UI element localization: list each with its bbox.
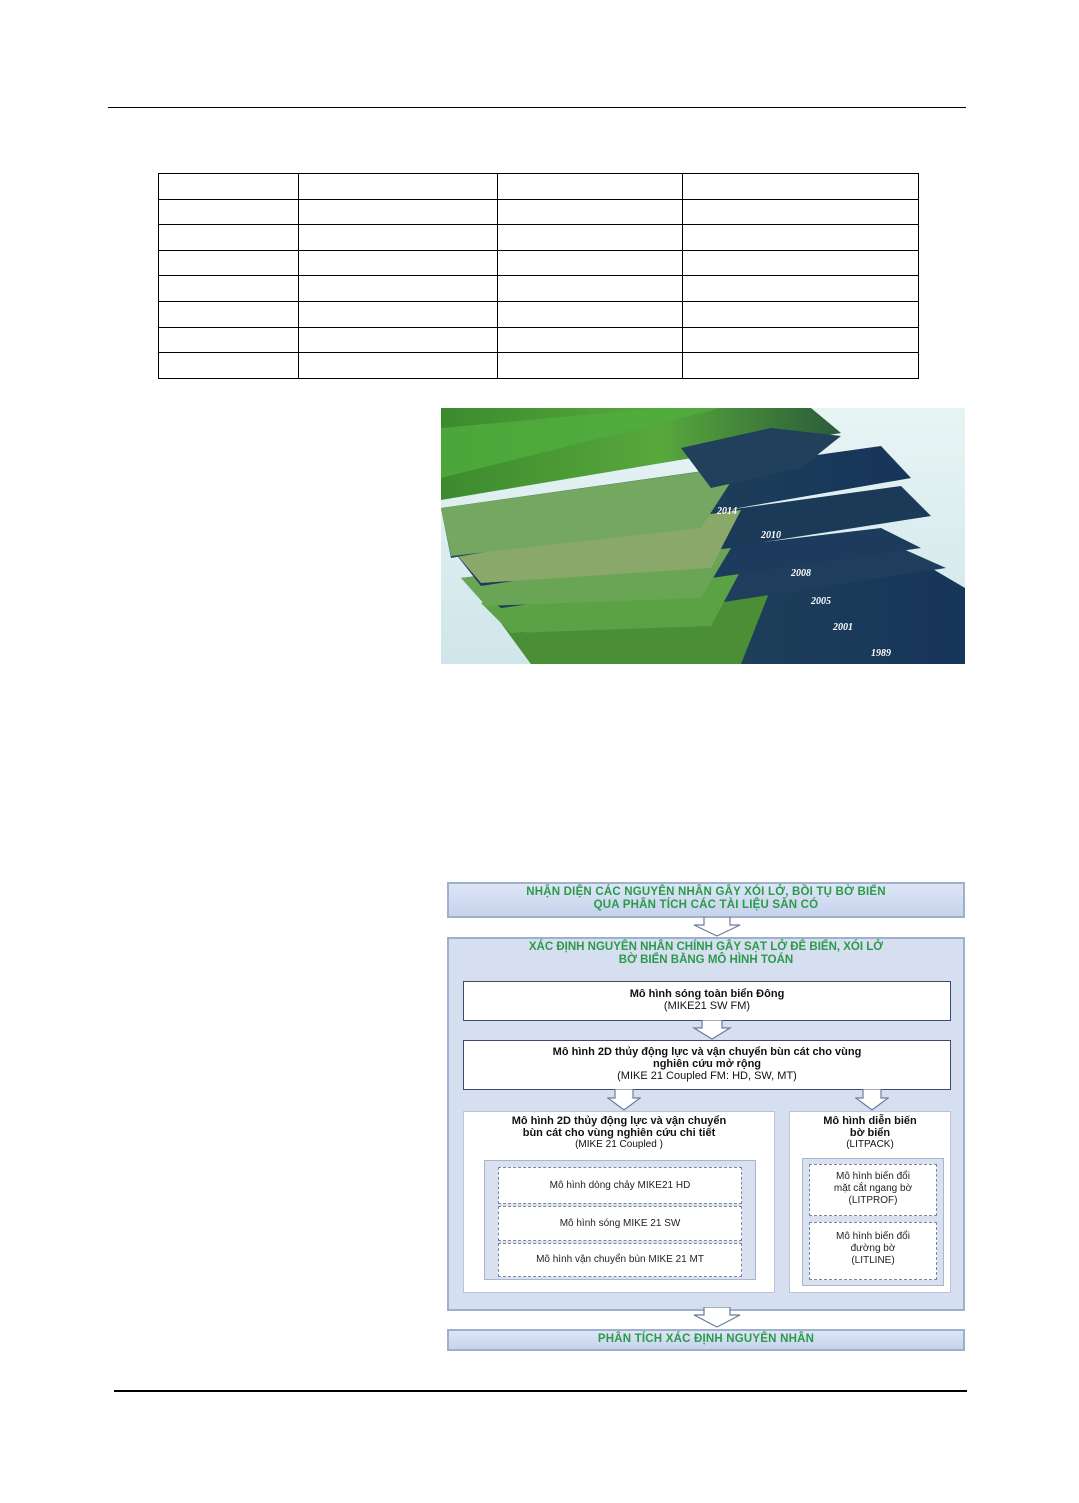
table-row xyxy=(159,301,919,327)
table-cell xyxy=(299,250,498,276)
litline-line3: (LITLINE) xyxy=(851,1255,895,1266)
shoreline-model-inner xyxy=(802,1158,944,1286)
regional-model-box xyxy=(463,1040,951,1090)
detail-model-title-line1: Mô hình 2D thủy động lực và vận chuyển xyxy=(511,1115,727,1127)
flowchart-bottom-bar xyxy=(447,1329,965,1351)
satellite-image-stack xyxy=(441,408,965,664)
table-cell xyxy=(159,353,299,379)
table-cell xyxy=(159,327,299,353)
wave-model-title: Mô hình sóng toàn biển Đông xyxy=(629,988,785,1000)
detail-item-sw xyxy=(498,1206,742,1241)
wave-model-sub: (MIKE21 SW FM) xyxy=(663,1000,751,1012)
table-row xyxy=(159,174,919,200)
down-arrow-icon xyxy=(692,1020,732,1040)
flowchart-top-bar xyxy=(447,882,965,918)
litline-line1: Mô hình biến đổi xyxy=(836,1231,910,1242)
top-bar-line1: NHẬN DIỆN CÁC NGUYÊN NHÂN GÂY XÓI LỞ, BỒI TỤ BỜ BIỂN xyxy=(526,886,886,898)
table-cell xyxy=(498,174,683,200)
data-table xyxy=(158,173,919,379)
flowchart xyxy=(447,882,965,1352)
down-arrow-icon xyxy=(692,917,742,937)
table-cell xyxy=(159,174,299,200)
table-row xyxy=(159,276,919,302)
table-cell xyxy=(498,199,683,225)
detail-item-sw-label: Mô hình sóng MIKE 21 SW xyxy=(559,1218,681,1229)
regional-model-title-line1: Mô hình 2D thủy động lực và vận chuyển bùn cát cho vùng xyxy=(552,1046,862,1058)
table-cell xyxy=(683,327,919,353)
litline-line2: đường bờ xyxy=(850,1243,896,1254)
satellite-illustration xyxy=(441,408,965,664)
litprof-line3: (LITPROF) xyxy=(848,1195,898,1206)
table-row xyxy=(159,327,919,353)
year-label-2008: 2008 xyxy=(791,568,811,579)
shoreline-model-sub: (LITPACK) xyxy=(846,1139,894,1150)
table-cell xyxy=(683,353,919,379)
bottom-bar-text: PHÂN TÍCH XÁC ĐỊNH NGUYÊN NHÂN xyxy=(597,1333,815,1345)
regional-model-title-line2: nghiên cứu mở rộng xyxy=(652,1058,762,1070)
shoreline-model-box xyxy=(789,1111,951,1293)
table-cell xyxy=(299,301,498,327)
down-arrow-icon xyxy=(692,1307,742,1329)
shoreline-model-title-line2: bờ biển xyxy=(849,1127,891,1139)
table-cell xyxy=(159,250,299,276)
table-row xyxy=(159,250,919,276)
litprof-line1: Mô hình biến đổi xyxy=(836,1171,910,1182)
down-arrow-icon xyxy=(607,1089,641,1111)
litline-box xyxy=(809,1222,937,1280)
table-cell xyxy=(159,276,299,302)
year-label-2014: 2014 xyxy=(717,506,737,517)
top-bar-line2: QUA PHÂN TÍCH CÁC TÀI LIỆU SẴN CÓ xyxy=(593,899,819,911)
table-cell xyxy=(498,276,683,302)
year-label-1989: 1989 xyxy=(871,648,891,659)
table-cell xyxy=(299,353,498,379)
detail-model-box xyxy=(463,1111,775,1293)
table-row xyxy=(159,353,919,379)
litprof-line2: mặt cắt ngang bờ xyxy=(833,1183,913,1194)
table-cell xyxy=(683,301,919,327)
table-cell xyxy=(498,301,683,327)
table-cell xyxy=(498,225,683,251)
year-label-2005: 2005 xyxy=(811,596,831,607)
shoreline-model-title-line1: Mô hình diễn biến xyxy=(823,1115,917,1127)
down-arrow-icon xyxy=(855,1089,889,1111)
footer-rule xyxy=(114,1390,967,1392)
table-cell xyxy=(683,174,919,200)
year-label-2010: 2010 xyxy=(761,530,781,541)
table-row xyxy=(159,199,919,225)
detail-item-hd-label: Mô hình dòng chảy MIKE21 HD xyxy=(549,1180,691,1191)
table-cell xyxy=(159,199,299,225)
main-title-line2: BỜ BIỂN BẰNG MÔ HÌNH TOÁN xyxy=(618,954,794,966)
detail-model-inner xyxy=(484,1160,756,1280)
main-title-line1: XÁC ĐỊNH NGUYÊN NHÂN CHÍNH GÂY SẠT LỞ ĐÊ BIỂN, XÓI LỞ xyxy=(528,941,884,953)
header-rule xyxy=(108,107,966,108)
detail-model-sub: (MIKE 21 Coupled ) xyxy=(575,1139,663,1150)
table-cell xyxy=(683,199,919,225)
table-cell xyxy=(498,353,683,379)
year-label-2001: 2001 xyxy=(833,622,853,633)
table-cell xyxy=(498,250,683,276)
table-cell xyxy=(299,225,498,251)
table-cell xyxy=(299,276,498,302)
main-section-title xyxy=(449,941,963,967)
regional-model-sub: (MIKE 21 Coupled FM: HD, SW, MT) xyxy=(617,1070,797,1082)
litprof-box xyxy=(809,1164,937,1216)
table-cell xyxy=(299,327,498,353)
table-cell xyxy=(498,327,683,353)
table-row xyxy=(159,225,919,251)
table-cell xyxy=(683,276,919,302)
table-cell xyxy=(683,225,919,251)
detail-item-mt-label: Mô hình vận chuyển bùn MIKE 21 MT xyxy=(536,1254,704,1265)
detail-item-mt xyxy=(498,1243,742,1277)
table-cell xyxy=(299,174,498,200)
main-section-panel xyxy=(447,937,965,1311)
table-cell xyxy=(683,250,919,276)
detail-model-title-line2: bùn cát cho vùng nghiên cứu chi tiết xyxy=(522,1127,716,1139)
table-cell xyxy=(159,301,299,327)
table-cell xyxy=(299,199,498,225)
table-cell xyxy=(159,225,299,251)
wave-model-box xyxy=(463,981,951,1021)
detail-item-hd xyxy=(498,1167,742,1204)
